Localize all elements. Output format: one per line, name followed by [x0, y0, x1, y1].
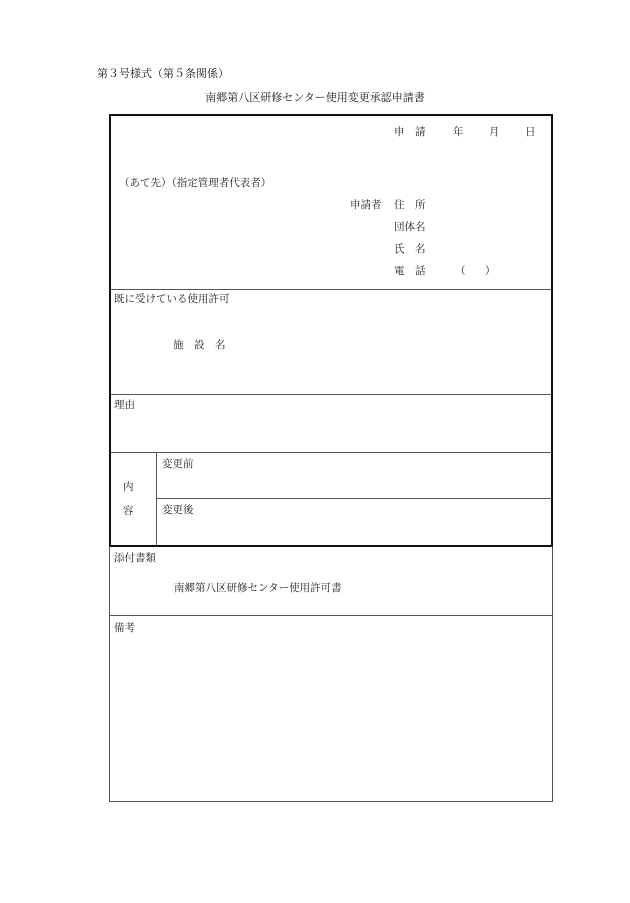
- phone-label: 電 話: [394, 265, 426, 277]
- content-side-label-2: 容: [123, 505, 134, 517]
- phone-paren-close: ）: [485, 265, 496, 277]
- remarks-label: 備考: [114, 622, 135, 634]
- address-label: 住 所: [394, 199, 426, 211]
- divider-before-after: [156, 498, 552, 499]
- facility-label: 施 設 名: [173, 339, 226, 351]
- addressee: （あて先）（指定管理者代表者）: [119, 177, 272, 189]
- permit-section-label: 既に受けている使用許可: [114, 293, 230, 305]
- divider-reason: [110, 452, 552, 453]
- form-number: 第３号様式（第５条関係）: [97, 67, 229, 80]
- reason-label: 理由: [114, 399, 135, 411]
- divider-applicant: [110, 289, 552, 290]
- phone-paren-open: （: [455, 265, 466, 277]
- divider-permit: [110, 394, 552, 395]
- apply-label: 申 請: [394, 126, 426, 138]
- document-title: 南郷第八区研修センター使用変更承認申請書: [205, 91, 425, 104]
- month-label: 月: [489, 126, 500, 138]
- divider-content-side: [156, 452, 157, 546]
- attachments-label: 添付書類: [114, 552, 156, 564]
- before-label: 変更前: [162, 458, 194, 470]
- attachment-document: 南郷第八区研修センター使用許可書: [174, 582, 342, 594]
- day-label: 日: [525, 126, 536, 138]
- content-side-label-1: 内: [123, 481, 134, 493]
- org-label: 団体名: [394, 221, 426, 233]
- year-label: 年: [453, 126, 464, 138]
- name-label: 氏 名: [394, 243, 426, 255]
- after-label: 変更後: [162, 504, 194, 516]
- divider-attachments: [110, 615, 552, 616]
- applicant-label: 申請者: [350, 199, 382, 211]
